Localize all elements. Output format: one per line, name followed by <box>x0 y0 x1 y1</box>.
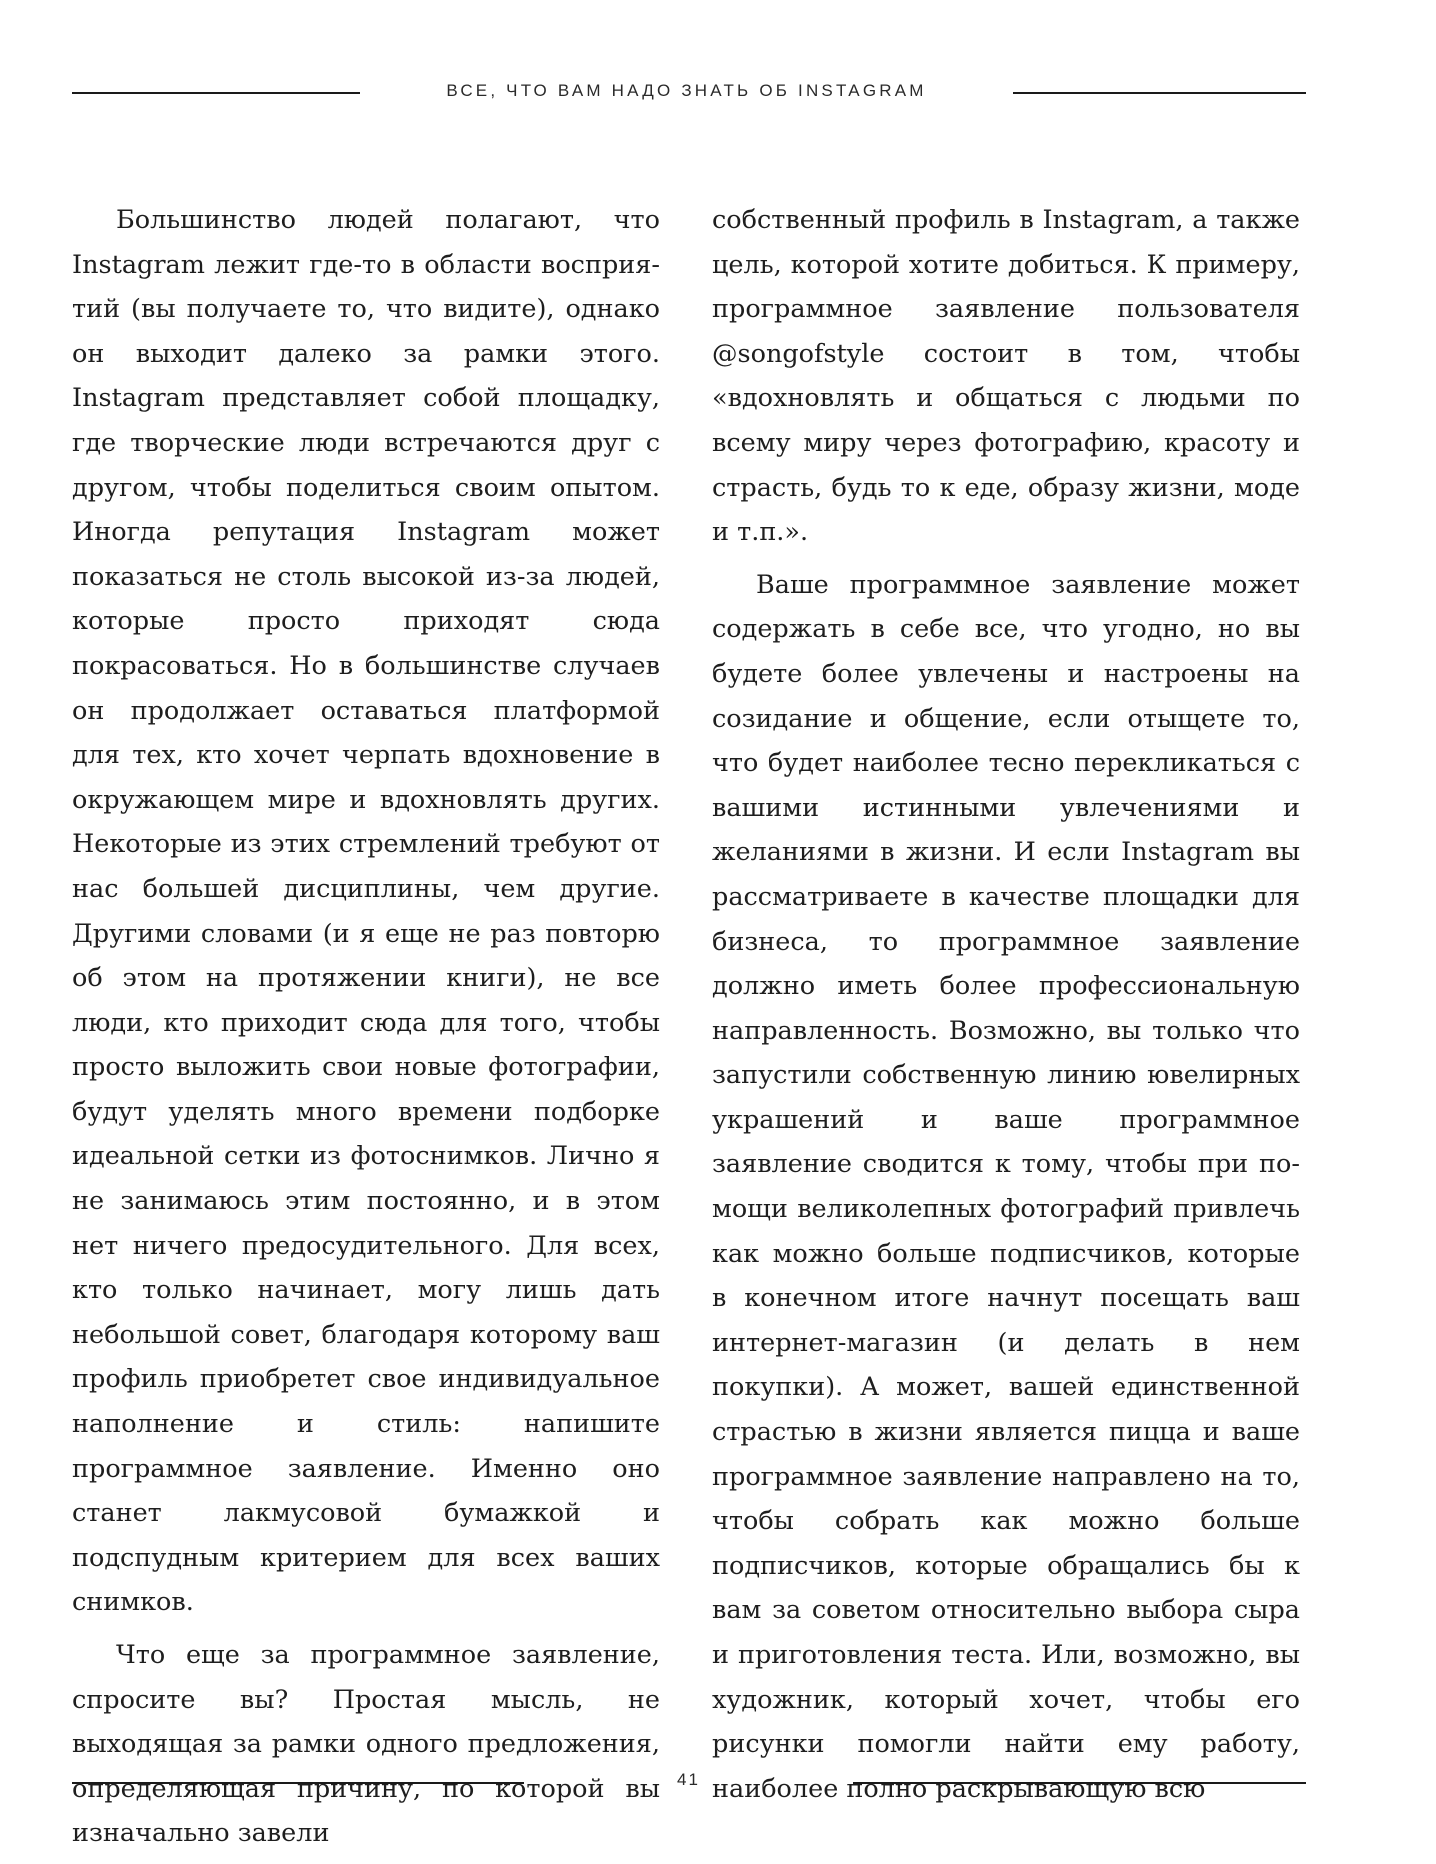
left-column <box>72 198 660 1864</box>
footer-rule-left <box>72 1782 524 1784</box>
paragraph-continuation: собственный профиль в Instagram, а также цель, которой хотите добиться. К примеру, программное заявление пользователя @songofstyle состоит в том, чтобы «вдохновлять и общаться с людьми по всему миру через фотографию, красоту и страсть, будь то к еде, образу жизни, моде и т.п.». <box>712 205 1300 548</box>
running-header-title: ВСЕ, ЧТО ВАМ НАДО ЗНАТЬ ОБ INSTAGRAM <box>446 81 927 100</box>
header-rule-left <box>72 92 360 94</box>
paragraph: Большинство людей полагают, что Instagram лежит где-то в области восприятий (вы получаете то, что видите), однако он выходит далеко за рамки этого. Instagram представляет собой площадку, где творческие люди встречаются друг с другом, чтобы поделиться своим опытом. Иногда репутация Instagram может показаться не столь высокой из-за людей, которые просто приходят сюда покрасоваться. Но в большинстве случаев он продолжает оставаться платформой для тех, кто хочет черпать вдохновение в окружающем мире и вдохновлять других. Некоторые из этих стремлений требуют от нас большей дисциплины, чем другие. Другими словами (и я еще не раз повторю об этом на протяжении книги), не все люди, кто приходит сюда для того, чтобы просто выложить свои новые фотографии, будут уделять много времени подборке идеальной сетки из фотоснимков. Лично я не занимаюсь этим постоянно, и в этом нет ничего предосудительного. Для всех, кто только начинает, могу лишь дать небольшой совет, благодаря которому ваш профиль приобретет свое индивидуальное наполнение и стиль: напишите программное заявление. Именно оно станет лакмусовой бумажкой и подспудным критерием для всех ваших снимков. <box>72 205 660 1618</box>
page-footer <box>72 1768 1306 1798</box>
running-header <box>72 78 1306 108</box>
paragraph: Что еще за программное заявление, спросите вы? Простая мысль, не выходящая за рамки одного предложения, определяющая причину, по которой вы изначально завели <box>72 1640 660 1849</box>
footer-rule-right <box>853 1782 1306 1784</box>
paragraph: Ваше программное заявление может содержать в себе все, что угодно, но вы будете более увлечены и настроены на созидание и общение, если отыщете то, что будет наиболее тесно перекликаться с вашими истинными увлечениями и желаниями в жизни. И если Instagram вы рассматриваете в качестве площадки для бизнеса, то программное заявление должно иметь более профессиональную направленность. Возможно, вы только что запустили собственную линию ювелирных украшений и ваше программное заявление сводится к тому, чтобы при помощи великолепных фотографий привлечь как можно больше подписчиков, которые в конечном итоге начнут посещать ваш интернет-магазин (и делать в нем покупки). А может, вашей единственной страстью в жизни является пицца и ваше программное заявление направлено на то, чтобы собрать как можно больше подписчиков, которые обращались бы к вам за советом относительно выбора сыра и приготовления теста. Или, возможно, вы художник, который хочет, чтобы его рисунки помогли найти ему работу, наиболее полно раскрывающую всю <box>712 569 1300 1804</box>
page-number: 41 <box>677 1770 700 1789</box>
right-column <box>712 198 1300 1819</box>
header-rule-right <box>1013 92 1306 94</box>
